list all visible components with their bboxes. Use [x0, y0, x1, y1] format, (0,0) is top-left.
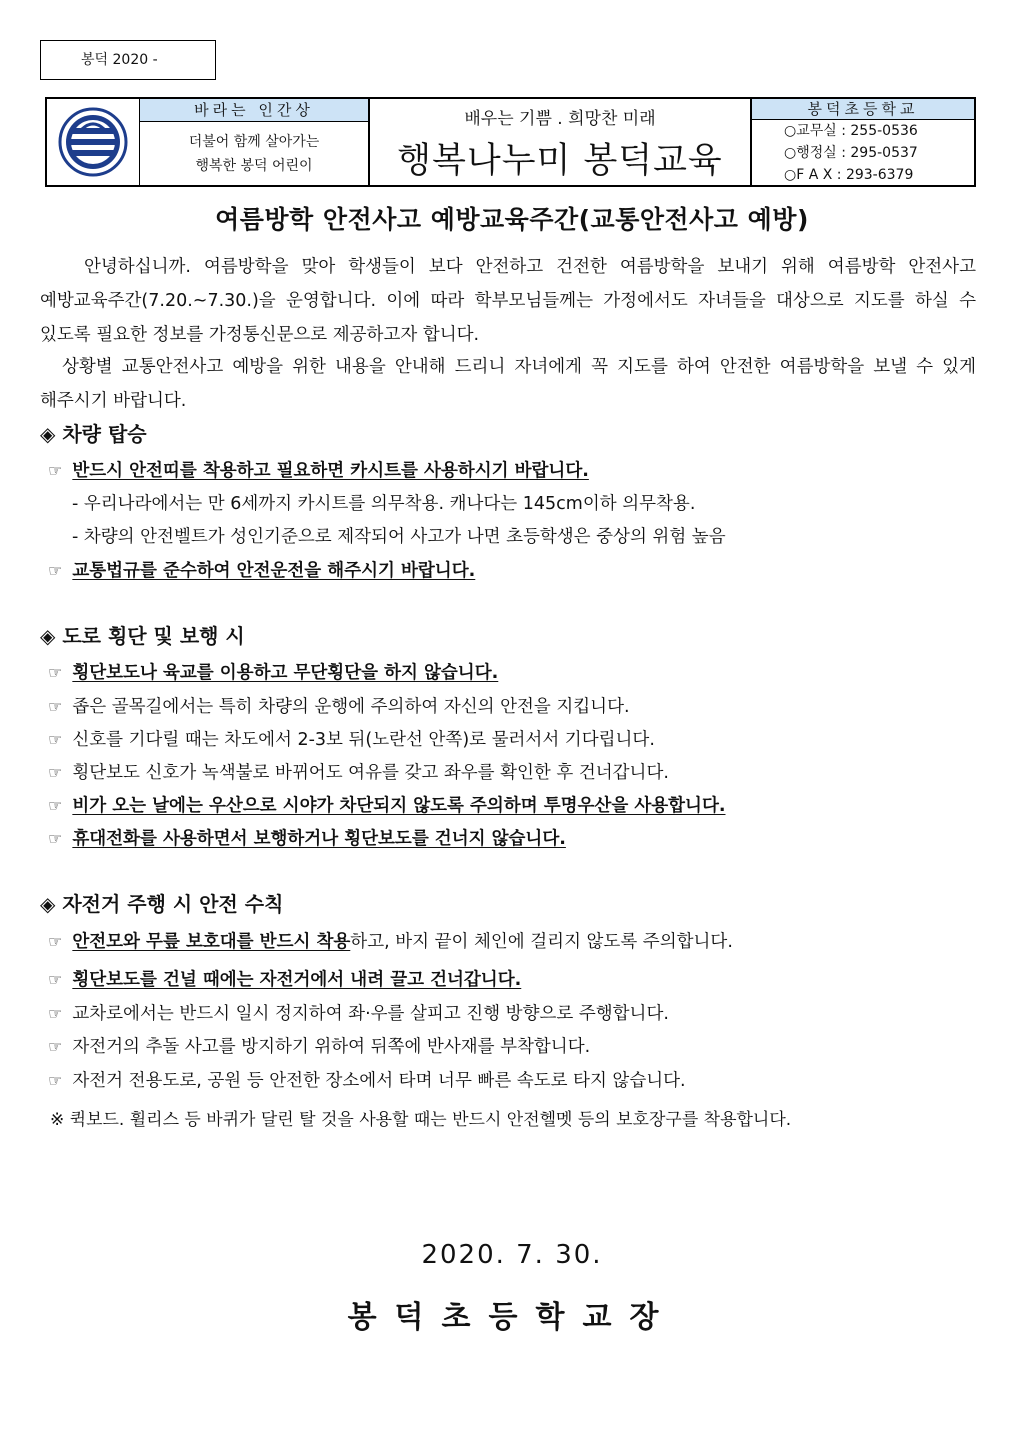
pointer-icon: ☞ — [48, 1071, 63, 1090]
letterhead — [45, 97, 976, 187]
issue-date: 2020. 7. 30. — [421, 1240, 603, 1270]
sub-item: - 차량의 안전벨트가 성인기준으로 제작되어 사고가 나면 초등학생은 중상의 위험 높음 — [72, 527, 726, 547]
principal-signature: 봉덕초등학교장 — [347, 1300, 677, 1335]
list-item: ☞ 반드시 안전띠를 착용하고 필요하면 카시트를 사용하시기 바랍니다. — [48, 461, 589, 481]
contact-fax: ○F A X : 293-6379 — [784, 167, 914, 183]
school-contacts — [752, 120, 974, 186]
list-item: ☞ 교통법규를 준수하여 안전운전을 해주시기 바랍니다. — [48, 561, 476, 581]
school-info-cell — [752, 99, 974, 185]
list-item: ☞ 자전거의 추돌 사고를 방지하기 위하여 뒤쪽에 반사재를 부착합니다. — [48, 1037, 591, 1057]
pointer-icon: ☞ — [48, 796, 63, 815]
list-item: ☞ 교차로에서는 반드시 일시 정지하여 좌·우를 살피고 진행 방향으로 주행합니다. — [48, 1004, 669, 1024]
list-item: ☞ 좁은 골목길에서는 특히 차량의 운행에 주의하여 자신의 안전을 지킵니다. — [48, 697, 630, 717]
section-heading-vehicle: ◈ 차량 탑승 — [40, 422, 147, 446]
pointer-icon: ☞ — [48, 461, 63, 480]
list-item: ☞ 안전모와 무릎 보호대를 반드시 착용하고, 바지 끝이 체인에 걸리지 않도록 주의합니다. — [48, 932, 733, 952]
pointer-icon: ☞ — [48, 970, 63, 989]
pointer-icon: ☞ — [48, 829, 63, 848]
list-item: ☞ 횡단보도 신호가 녹색불로 바뀌어도 여유를 갖고 좌우를 확인한 후 건너갑니다. — [48, 763, 669, 783]
list-item: ☞ 신호를 기다릴 때는 차도에서 2-3보 뒤(노란선 안쪽)로 물러서서 기다립니다. — [48, 730, 655, 750]
school-name: 봉덕초등학교 — [752, 99, 974, 120]
slogan-main: 행복나누미 봉덕교육 — [397, 140, 723, 181]
pointer-icon: ☞ — [48, 1037, 63, 1056]
sub-item: - 우리나라에서는 만 6세까지 카시트를 의무착용. 캐나다는 145cm이하 의무착용. — [72, 494, 696, 514]
pointer-icon: ☞ — [48, 730, 63, 749]
document-number: 봉덕 2020 - — [40, 40, 216, 80]
pointer-icon: ☞ — [48, 763, 63, 782]
slogan-sub: 배우는 기쁨 . 희망찬 미래 — [464, 108, 656, 129]
motto-line-2: 행복한 봉덕 어린이 — [195, 157, 313, 174]
contact-office: ○교무실 : 255-0536 — [784, 123, 918, 139]
pointer-icon: ☞ — [48, 561, 63, 580]
page-title: 여름방학 안전사고 예방교육주간(교통안전사고 예방) — [215, 205, 809, 234]
pointer-icon: ☞ — [48, 663, 63, 682]
school-emblem-icon — [57, 106, 129, 178]
motto-cell — [140, 99, 370, 185]
pointer-icon: ☞ — [48, 697, 63, 716]
list-item: ☞ 자전거 전용도로, 공원 등 안전한 장소에서 타며 너무 빠른 속도로 타지 않습니다. — [48, 1071, 686, 1091]
list-item: ☞ 비가 오는 날에는 우산으로 시야가 차단되지 않도록 주의하며 투명우산을 사용합니다. — [48, 796, 726, 816]
pointer-icon: ☞ — [48, 932, 63, 951]
motto-body — [140, 122, 368, 185]
list-item: ☞ 휴대전화를 사용하면서 보행하거나 횡단보도를 건너지 않습니다. — [48, 829, 566, 849]
list-item: ☞ 횡단보도를 건널 때에는 자전거에서 내려 끌고 건너갑니다. — [48, 970, 522, 990]
section-heading-crossing: ◈ 도로 횡단 및 보행 시 — [40, 624, 245, 648]
note-text: ※ 퀵보드. 휠리스 등 바퀴가 달린 탈 것을 사용할 때는 반드시 안전헬멧 등의 보호장구를 착용합니다. — [50, 1110, 792, 1130]
school-logo-cell — [47, 99, 140, 185]
motto-line-1: 더불어 함께 살아가는 — [188, 133, 320, 150]
motto-title: 바라는 인간상 — [140, 99, 368, 122]
pointer-icon: ☞ — [48, 1004, 63, 1023]
list-item: ☞ 횡단보도나 육교를 이용하고 무단횡단을 하지 않습니다. — [48, 663, 499, 683]
slogan-cell — [370, 99, 752, 185]
section-heading-bicycle: ◈ 자전거 주행 시 안전 수칙 — [40, 892, 284, 916]
contact-admin: ○행정실 : 295-0537 — [784, 145, 918, 161]
intro-paragraph-1: 안녕하십니까. 여름방학을 맞아 학생들이 보다 안전하고 건전한 여름방학을 보내기 위해 여름방학 안전사고 예방교육주간(7.20.~7.30.)을 운영합니다. 이에 따라 학부모님들께는 가정에서도 자녀들을 대상으로 지도를 하실 수 있도록 필요한 정보를 가정통신문으로 제공하고자 합니다. — [40, 257, 976, 345]
intro-paragraph-2: 상황별 교통안전사고 예방을 위한 내용을 안내해 드리니 자녀에게 꼭 지도를 하여 안전한 여름방학을 보낼 수 있게 해주시기 바랍니다. — [40, 357, 976, 411]
